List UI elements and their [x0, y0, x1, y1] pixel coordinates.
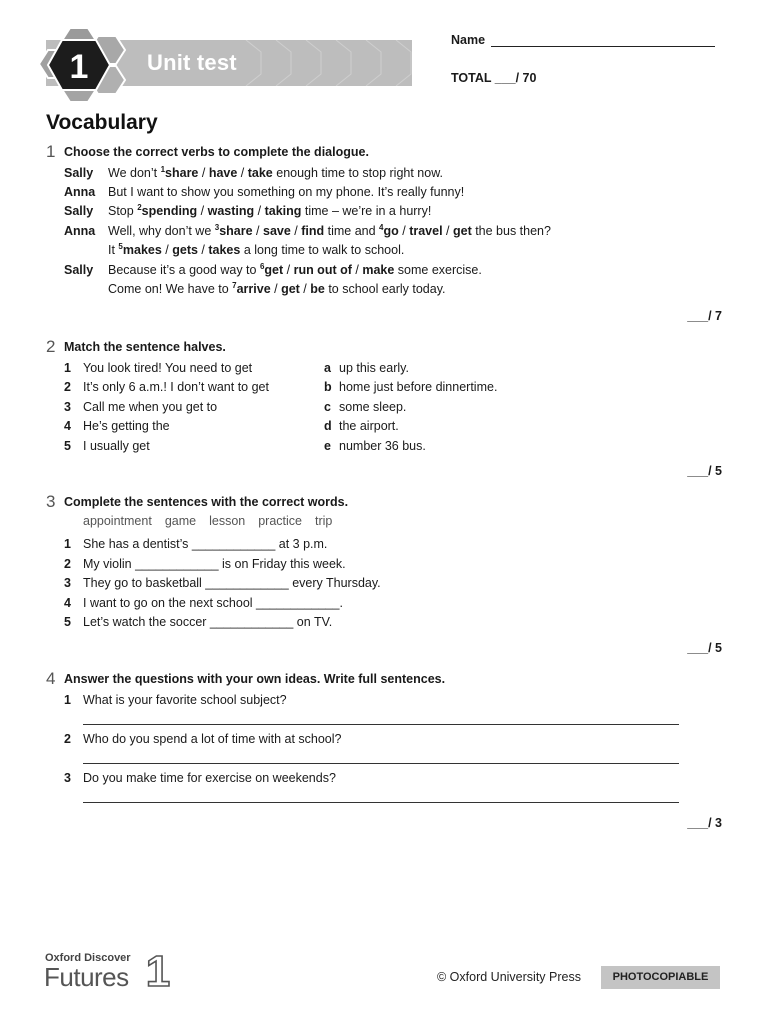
question-3-instruction: Complete the sentences with the correct words.: [64, 495, 349, 509]
verb-option[interactable]: make: [362, 263, 395, 277]
dialogue-line: [108, 185, 464, 199]
verb-option[interactable]: save: [263, 224, 291, 238]
copyright: © Oxford University Press: [437, 970, 581, 984]
verb-option[interactable]: go: [383, 224, 399, 238]
word-box: [83, 514, 345, 528]
speaker-name: Sally: [64, 263, 94, 277]
line-text: We don’t: [108, 166, 161, 180]
gap-number: 5: [118, 241, 123, 251]
verb-option[interactable]: makes: [122, 243, 162, 257]
question-text: Who do you spend a lot of time with at school?: [83, 732, 342, 746]
line-text: Because it’s a good way to: [108, 263, 260, 277]
brand-main: Futures: [44, 962, 129, 992]
sentence-end: the airport.: [339, 419, 399, 433]
line-text: a long time to walk to school.: [240, 243, 405, 257]
sentence-start: I usually get: [83, 439, 150, 453]
line-text: time and: [324, 224, 380, 238]
item-number: 1: [64, 693, 71, 707]
verb-option[interactable]: gets: [172, 243, 198, 257]
question-1-instruction: Choose the correct verbs to complete the dialogue.: [64, 145, 369, 159]
sentence-end: some sleep.: [339, 400, 407, 414]
verb-option[interactable]: take: [247, 166, 273, 180]
question-2-instruction: Match the sentence halves.: [64, 340, 226, 354]
line-text: the bus then?: [471, 224, 551, 238]
brand-top: Oxford Discover: [45, 952, 131, 964]
photocopiable-badge: PHOTOCOPIABLE: [601, 966, 720, 989]
fill-in-sentence[interactable]: She has a dentist’s ____________ at 3 p.m.: [83, 537, 328, 551]
answer-line[interactable]: [83, 802, 679, 803]
verb-option[interactable]: get: [281, 282, 300, 296]
fill-in-sentence[interactable]: They go to basketball ____________ every Thursday.: [83, 576, 381, 590]
question-4-number: 4: [46, 669, 56, 688]
verb-option[interactable]: be: [310, 282, 325, 296]
question-1-score: ___/ 7: [687, 309, 722, 323]
dialogue-line: Come on! We have to $^7$arrive / get / be to school early today.: [108, 280, 446, 296]
line-text: some exercise.: [394, 263, 482, 277]
item-number: 2: [64, 557, 71, 571]
verb-option[interactable]: spending: [141, 204, 198, 218]
verb-option[interactable]: share: [165, 166, 199, 180]
question-3-score: ___/ 5: [687, 641, 722, 655]
word-option: lesson: [209, 514, 246, 528]
fill-in-sentence[interactable]: My violin ____________ is on Friday this week.: [83, 557, 346, 571]
line-text: It: [108, 243, 119, 257]
brand-number-logo: [144, 948, 172, 990]
line-text: But I want to show you something on my phone. It’s really funny!: [108, 185, 465, 199]
dialogue-line: It $^5$makes / gets / takes a long time to walk to school.: [108, 241, 405, 257]
question-4-score: ___/ 3: [687, 816, 722, 830]
word-option: trip: [315, 514, 333, 528]
sentence-end: number 36 bus.: [339, 439, 426, 453]
item-number: 1: [64, 361, 71, 375]
verb-option[interactable]: run out of: [293, 263, 352, 277]
fill-in-sentence[interactable]: Let’s watch the soccer ____________ on TV.: [83, 615, 333, 629]
gap-number: 4: [379, 222, 384, 232]
item-number: 2: [64, 380, 71, 394]
sentence-start: Call me when you get to: [83, 400, 218, 414]
line-text: Well, why don’t we: [108, 224, 215, 238]
question-text: What is your favorite school subject?: [83, 693, 287, 707]
speaker-name: Sally: [64, 204, 94, 218]
answer-line[interactable]: [83, 763, 679, 764]
verb-option[interactable]: arrive: [236, 282, 271, 296]
sentence-start: It’s only 6 a.m.! I don’t want to get: [83, 380, 269, 394]
gap-number: 6: [259, 261, 265, 271]
verb-option[interactable]: find: [301, 224, 325, 238]
word-option: game: [164, 514, 197, 528]
unit-number-hex-icon: [40, 26, 136, 104]
gap-number: 3: [214, 222, 220, 232]
item-letter: c: [324, 400, 331, 414]
verb-option[interactable]: get: [264, 263, 284, 277]
item-number: 3: [64, 576, 71, 590]
unit-number: 1: [69, 48, 89, 86]
sentence-start: He’s getting the: [83, 419, 170, 433]
item-letter: d: [324, 419, 332, 433]
line-text: Stop: [108, 204, 138, 218]
question-text: Do you make time for exercise on weekends?: [83, 771, 336, 785]
name-label: Name: [451, 33, 486, 47]
item-number: 4: [64, 419, 71, 433]
item-letter: b: [324, 380, 332, 394]
verb-option[interactable]: wasting: [207, 204, 255, 218]
section-title: Vocabulary: [46, 111, 158, 134]
verb-option[interactable]: get: [452, 224, 472, 238]
verb-option[interactable]: share: [219, 224, 253, 238]
brand-number: 1: [145, 948, 171, 990]
verb-option[interactable]: takes: [208, 243, 241, 257]
sentence-end: home just before dinnertime.: [339, 380, 498, 394]
line-text: Come on! We have to: [108, 282, 233, 296]
item-number: 1: [64, 537, 71, 551]
dialogue-line: Stop $^2$spending / wasting / taking time – we’re in a hurry!: [108, 202, 432, 218]
dialogue-line: Well, why don’t we $^3$share / save / find time and $^4$go / travel / get the bus then?: [108, 222, 551, 238]
gap-number: 2: [137, 202, 142, 212]
line-text: enough time to stop right now.: [272, 166, 444, 180]
answer-line[interactable]: [83, 724, 679, 725]
dialogue-line: Because it’s a good way to $^6$get / run out of / make some exercise.: [108, 261, 482, 277]
item-number: 5: [64, 615, 71, 629]
name-field[interactable]: [451, 33, 715, 47]
speaker-name: Anna: [64, 224, 96, 238]
item-number: 3: [64, 400, 71, 414]
gap-number: 7: [232, 280, 237, 290]
line-text: to school early today.: [324, 282, 446, 296]
item-number: 3: [64, 771, 71, 785]
question-2-number: 2: [46, 337, 56, 356]
question-4-instruction: Answer the questions with your own ideas. Write full sentences.: [64, 672, 446, 686]
fill-in-sentence[interactable]: I want to go on the next school ____________.: [83, 596, 343, 610]
dialogue-line: We don’t $^1$share / have / take enough time to stop right now.: [108, 164, 444, 180]
item-number: 2: [64, 732, 71, 746]
total-score: TOTAL ___/ 70: [451, 71, 537, 85]
verb-option[interactable]: have: [208, 166, 238, 180]
verb-option[interactable]: travel: [409, 224, 443, 238]
item-letter: a: [324, 361, 331, 375]
question-1-number: 1: [46, 142, 56, 161]
sentence-start: You look tired! You need to get: [83, 361, 253, 375]
question-3-number: 3: [46, 492, 56, 511]
item-number: 4: [64, 596, 71, 610]
sentence-end: up this early.: [339, 361, 409, 375]
word-option: appointment: [83, 514, 152, 528]
speaker-name: Sally: [64, 166, 94, 180]
name-blank[interactable]: [491, 35, 715, 47]
question-2-score: ___/ 5: [687, 464, 722, 478]
line-text: time – we’re in a hurry!: [301, 204, 432, 218]
item-number: 5: [64, 439, 71, 453]
unit-title: Unit test: [147, 50, 237, 75]
item-letter: e: [324, 439, 331, 453]
word-option: practice: [258, 514, 303, 528]
gap-number: 1: [160, 164, 166, 174]
verb-option[interactable]: taking: [264, 204, 302, 218]
speaker-name: Anna: [64, 185, 96, 199]
